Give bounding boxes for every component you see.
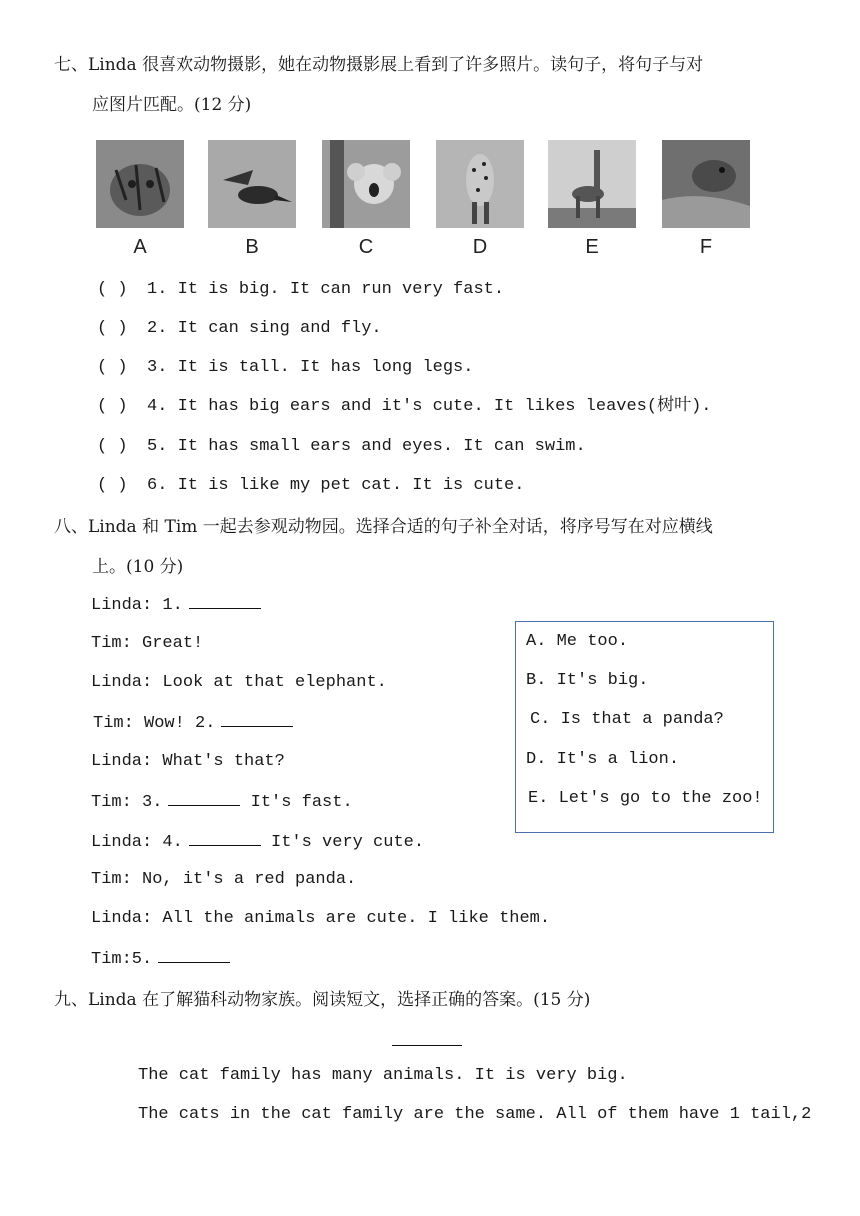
photo-label-b: B xyxy=(245,236,259,258)
list-item: ( ) 2. It can sing and fly. xyxy=(97,317,382,341)
dialogue-line-4: Tim: Wow! 2. xyxy=(93,710,293,736)
answer-blank[interactable] xyxy=(158,946,230,963)
list-item: ( ) 5. It has small ears and eyes. It can swim. xyxy=(97,435,586,459)
answer-blank[interactable]: ( ) xyxy=(97,280,128,299)
dialogue-line-3: Linda: Look at that elephant. xyxy=(91,673,387,692)
dialogue-line-6: Tim: 3. It's fast. xyxy=(91,789,353,815)
answer-blank[interactable]: ( ) xyxy=(97,437,128,456)
section7-heading-line1: 七、Linda 很喜欢动物摄影，她在动物摄影展上看到了许多照片。读句子，将句子与对 xyxy=(54,55,704,75)
dialogue-line-1: Linda: 1. xyxy=(91,592,261,618)
dialogue-line-7: Linda: 4. It's very cute. xyxy=(91,829,424,855)
choice-c: C. Is that a panda? xyxy=(530,710,724,729)
passage-line-1: The cat family has many animals. It is very big. xyxy=(138,1066,628,1085)
dialogue-line-9: Linda: All the animals are cute. I like them. xyxy=(91,909,551,928)
photo-f-otter xyxy=(662,140,750,228)
answer-blank[interactable] xyxy=(189,592,261,609)
answer-blank[interactable]: ( ) xyxy=(97,397,128,416)
photo-label-e: E xyxy=(585,236,599,258)
photo-label-d: D xyxy=(472,236,488,258)
photo-d-cheetah xyxy=(436,140,524,228)
passage-line-2: The cats in the cat family are the same. All of them have 1 tail,2 xyxy=(138,1105,812,1124)
dialogue-line-8: Tim: No, it's a red panda. xyxy=(91,870,357,889)
choice-e: E. Let's go to the zoo! xyxy=(528,789,763,808)
section8-heading-line2: 上。(10 分) xyxy=(92,557,184,577)
section9-heading: 九、Linda 在了解猫科动物家族。阅读短文，选择正确的答案。(15 分) xyxy=(54,990,591,1010)
choice-b: B. It's big. xyxy=(526,671,649,690)
list-item: ( ) 6. It is like my pet cat. It is cute. xyxy=(97,474,524,498)
photo-b-bird xyxy=(208,140,296,228)
choice-d: D. It's a lion. xyxy=(526,750,680,769)
answer-blank[interactable] xyxy=(168,789,240,806)
photo-e-giraffe xyxy=(548,140,636,228)
photo-label-f: F xyxy=(699,236,713,258)
choice-a: A. Me too. xyxy=(526,632,629,651)
photo-label-a: A xyxy=(133,236,147,258)
photo-a-tiger-cub xyxy=(96,140,184,228)
list-item: ( ) 1. It is big. It can run very fast. xyxy=(97,278,504,302)
list-item: ( ) 4. It has big ears and it's cute. It likes leaves(树叶). xyxy=(97,395,712,419)
answer-blank[interactable] xyxy=(189,829,261,846)
list-item: ( ) 3. It is tall. It has long legs. xyxy=(97,356,473,380)
answer-blank[interactable]: ( ) xyxy=(97,319,128,338)
section7-heading-line2: 应图片匹配。(12 分) xyxy=(92,95,252,115)
title-blank[interactable] xyxy=(392,1045,462,1046)
section8-heading-line1: 八、Linda 和 Tim 一起去参观动物园。选择合适的句子补全对话，将序号写在对应横线 xyxy=(54,517,713,537)
answer-blank[interactable]: ( ) xyxy=(97,358,128,377)
answer-blank[interactable]: ( ) xyxy=(97,476,128,495)
dialogue-line-5: Linda: What's that? xyxy=(91,752,285,771)
photo-label-c: C xyxy=(358,236,374,258)
photo-c-koala xyxy=(322,140,410,228)
dialogue-line-2: Tim: Great! xyxy=(91,634,204,653)
answer-blank[interactable] xyxy=(221,710,293,727)
dialogue-line-10: Tim:5. xyxy=(91,946,230,972)
